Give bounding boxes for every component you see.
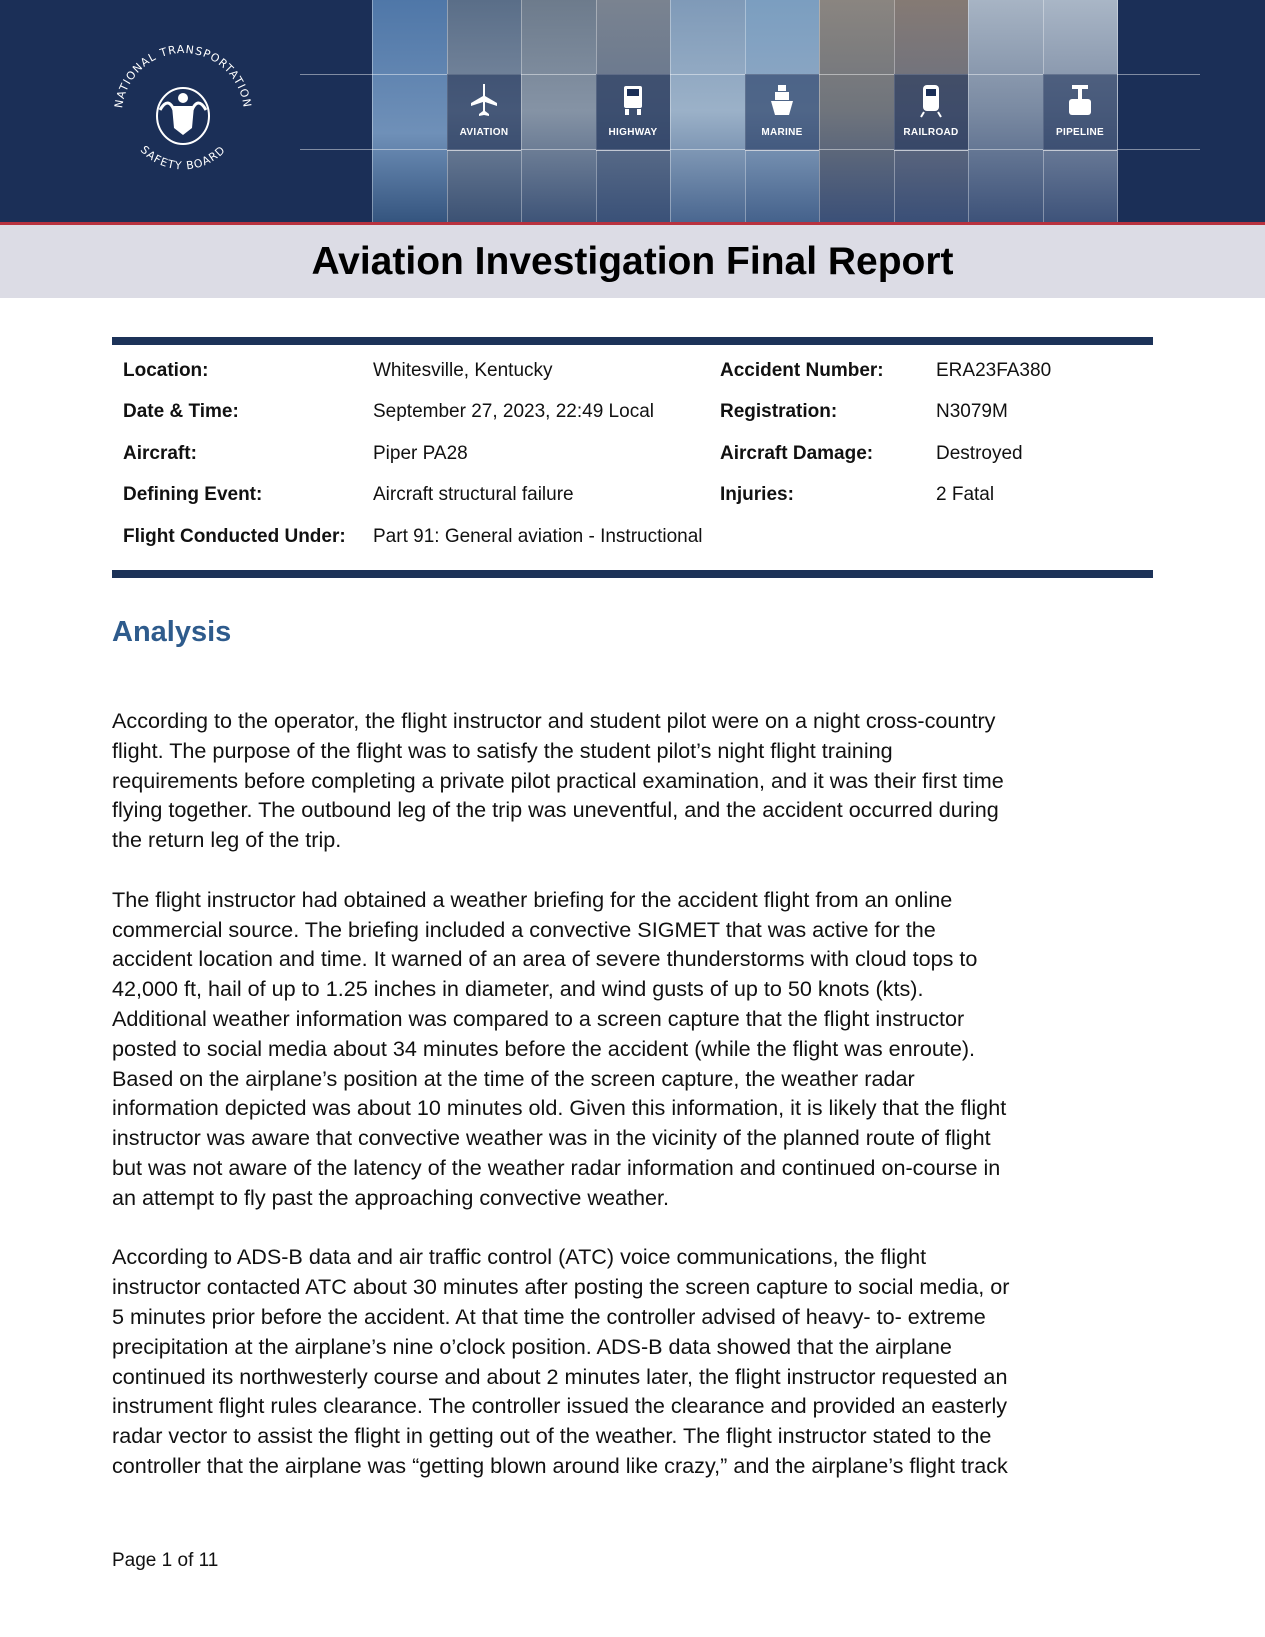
analysis-paragraph	[112, 1242, 1212, 1480]
location-label: Location:	[123, 360, 209, 381]
event-value: Aircraft structural failure	[373, 484, 574, 505]
paragraph-line: continued its northwesterly course and about 2 minutes later, the flight instructor requested an	[112, 1363, 1008, 1389]
mode-pipeline: PIPELINE	[1043, 74, 1117, 151]
seal-text-bottom: SAFETY BOARD	[137, 143, 229, 173]
registration-value: N3079M	[936, 401, 1008, 422]
accident-info-table	[123, 360, 1153, 560]
injuries-value: 2 Fatal	[936, 484, 995, 505]
date-label: Date & Time:	[123, 401, 239, 422]
ship-icon	[767, 82, 797, 118]
paragraph-line: posted to social media about 34 minutes before the accident (while the flight was enroute).	[112, 1035, 976, 1061]
paragraph-line: Additional weather information was compared to a screen capture that the flight instructor	[112, 1005, 965, 1031]
analysis-heading: Analysis	[112, 616, 232, 648]
paragraph-line: instructor contacted ATC about 30 minutes after posting the screen capture to social media, or	[112, 1274, 1010, 1300]
truck-icon	[618, 82, 648, 118]
damage-label: Aircraft Damage:	[720, 443, 874, 464]
mode-aviation: AVIATION	[447, 74, 521, 151]
date-value: September 27, 2023, 22:49 Local	[373, 401, 654, 422]
mode-highway: HIGHWAY	[596, 74, 670, 151]
ntsb-seal-logo	[108, 36, 258, 186]
paragraph-line: the return leg of the trip.	[112, 827, 342, 853]
title-band	[0, 225, 1265, 298]
damage-value: Destroyed	[936, 443, 1023, 464]
paragraph-line: precipitation at the airplane’s nine o’clock position. ADS-B data showed that the airplane	[112, 1333, 952, 1359]
paragraph-line: flight. The purpose of the flight was to satisfy the student pilot’s night flight training	[112, 737, 893, 763]
paragraph-line: requirements before completing a private pilot practical examination, and it was their first time	[112, 767, 1004, 793]
conducted-label: Flight Conducted Under:	[123, 526, 346, 547]
event-label: Defining Event:	[123, 484, 263, 505]
registration-label: Registration:	[720, 401, 838, 422]
airplane-icon	[469, 82, 499, 118]
paragraph-line: The flight instructor had obtained a weather briefing for the accident flight from an online	[112, 886, 953, 912]
paragraph-line: radar vector to assist the flight in getting out of the weather. The flight instructor stated to the	[112, 1423, 992, 1449]
paragraph-line: According to ADS-B data and air traffic control (ATC) voice communications, the flight	[112, 1244, 927, 1270]
paragraph-line: instrument flight rules clearance. The controller issued the clearance and provided an easterly	[112, 1393, 1008, 1419]
aircraft-value: Piper PA28	[373, 443, 468, 464]
paragraph-line: an attempt to fly past the approaching convective weather.	[112, 1184, 669, 1210]
analysis-paragraph	[112, 885, 1212, 1213]
valve-icon	[1065, 82, 1095, 118]
accident-number-label: Accident Number:	[720, 360, 884, 381]
info-bottom-rule	[112, 570, 1153, 578]
injuries-label: Injuries:	[720, 484, 794, 505]
location-value: Whitesville, Kentucky	[373, 360, 553, 381]
paragraph-line: According to the operator, the flight instructor and student pilot were on a night cross-country	[112, 708, 996, 733]
paragraph-line: 42,000 ft, hail of up to 1.25 inches in diameter, and wind gusts of up to 50 knots (kts).	[112, 976, 924, 1002]
seal-text-top: NATIONAL TRANSPORTATION	[112, 42, 254, 109]
paragraph-line: commercial source. The briefing included a convective SIGMET that was active for the	[112, 916, 936, 942]
analysis-body	[112, 706, 1212, 1511]
train-icon	[916, 82, 946, 118]
paragraph-line: information depicted was about 10 minutes old. Given this information, it is likely that the flight	[112, 1095, 1007, 1121]
page-number: Page 1 of 11	[112, 1550, 219, 1571]
header-banner	[0, 0, 1265, 222]
paragraph-line: 5 minutes prior before the accident. At that time the controller advised of heavy- to- extreme	[112, 1303, 986, 1329]
conducted-value: Part 91: General aviation - Instructional	[373, 526, 703, 547]
mode-railroad: RAILROAD	[894, 74, 968, 151]
paragraph-line: but was not aware of the latency of the weather radar information and continued on-course in	[112, 1154, 1001, 1180]
paragraph-line: flying together. The outbound leg of the trip was uneventful, and the accident occurred during	[112, 797, 999, 823]
mode-marine: MARINE	[745, 74, 819, 151]
report-title: Aviation Investigation Final Report	[311, 239, 954, 283]
aircraft-label: Aircraft:	[123, 443, 197, 464]
analysis-paragraph	[112, 706, 1212, 855]
accident-number-value: ERA23FA380	[936, 360, 1052, 381]
info-top-rule	[112, 337, 1153, 345]
paragraph-line: instructor was aware that convective weather was in the vicinity of the planned route of flight	[112, 1125, 991, 1151]
paragraph-line: controller that the airplane was “getting blown around like crazy,” and the airplane’s flight track	[112, 1452, 1008, 1478]
paragraph-line: Based on the airplane’s position at the time of the screen capture, the weather radar	[112, 1065, 915, 1091]
paragraph-line: accident location and time. It warned of an area of severe thunderstorms with cloud tops to	[112, 946, 978, 972]
